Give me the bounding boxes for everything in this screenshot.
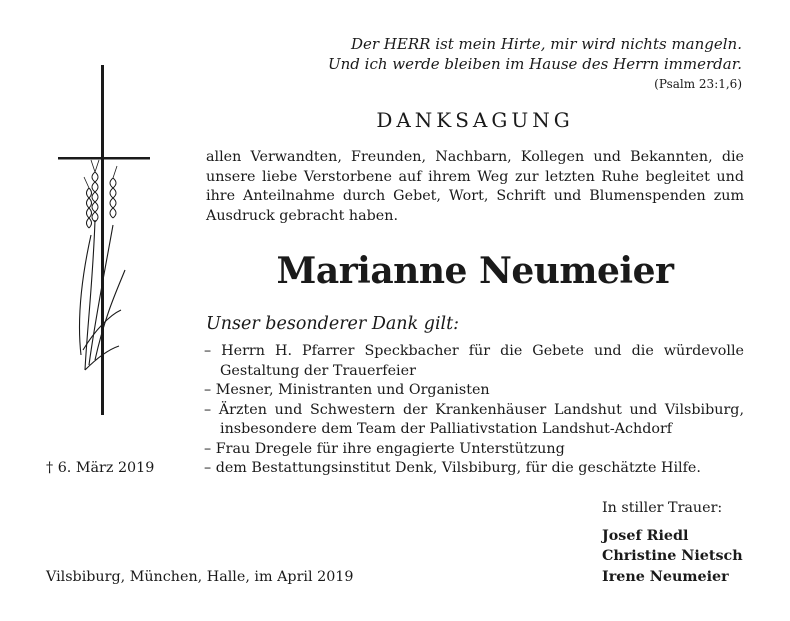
- list-item: – Frau Dregele für ihre engagierte Unterstützung: [204, 440, 565, 457]
- list-item: – Mesner, Ministranten und Organisten: [204, 382, 490, 398]
- list-item: – Herrn H. Pfarrer Speckbacher für die Gebete und die würdevolle Gestaltung der Trauerfeier: [204, 343, 744, 379]
- place-and-date: Vilsbiburg, München, Halle, im April 2019: [46, 569, 354, 585]
- bible-verse-line-2: Und ich werde bleiben im Hause des Herrn immerdar.: [327, 55, 742, 73]
- list-item: – dem Bestattungsinstitut Denk, Vilsbiburg, für die geschätzte Hilfe.: [204, 460, 701, 476]
- list-item: – Ärzten und Schwestern der Krankenhäuser Landshut und Vilsbiburg, insbesondere dem Team der Palliativstation Landshut-Achdorf: [204, 401, 744, 437]
- mourner-name: Christine Nietsch: [602, 548, 743, 564]
- cross-with-wheat-icon: [55, 60, 155, 420]
- page-heading: DANKSAGUNG: [376, 108, 574, 132]
- thanks-heading: Unser besonderer Dank gilt:: [206, 314, 460, 334]
- death-date: † 6. März 2019: [46, 460, 155, 476]
- bible-verse-line-1: Der HERR ist mein Hirte, mir wird nichts mangeln.: [350, 35, 742, 53]
- intro-paragraph: allen Verwandten, Freunden, Nachbarn, Kollegen und Bekannten, die unsere liebe Verstorbene auf ihrem Weg zur letzten Ruhe begleitet und ihre Anteilnahme durch Gebet, Wort, Schrift und Blumenspenden zum Ausdruck gebracht haben.: [206, 149, 744, 224]
- deceased-name: Marianne Neumeier: [276, 250, 674, 292]
- mourner-name: Josef Riedl: [602, 528, 689, 544]
- thanks-list: [204, 342, 744, 479]
- mourning-label: In stiller Trauer:: [602, 500, 723, 516]
- mourner-name: Irene Neumeier: [602, 569, 729, 585]
- bible-verse-reference: (Psalm 23:1,6): [654, 77, 742, 91]
